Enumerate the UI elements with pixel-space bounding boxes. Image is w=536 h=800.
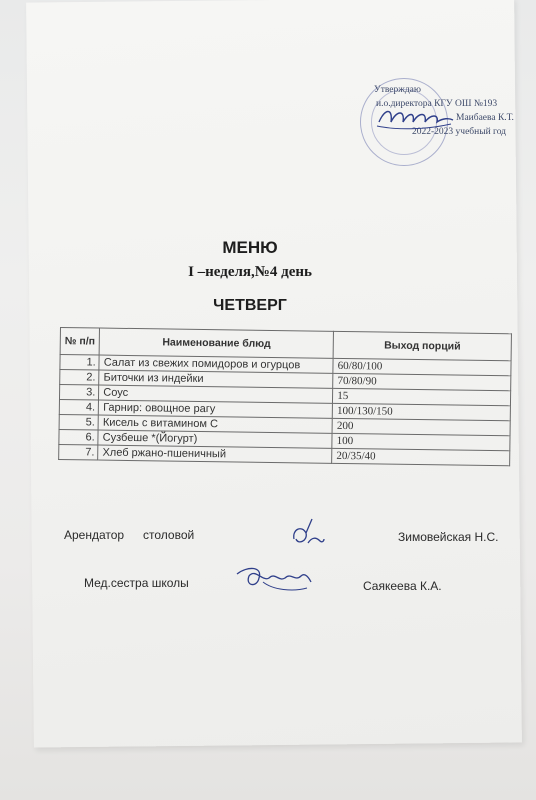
row-dish: Биточки из индейки	[99, 370, 333, 388]
col-num-header: № п/п	[60, 328, 100, 356]
row-num: 4.	[59, 399, 98, 415]
nurse-signature	[233, 560, 313, 596]
col-name-header: Наименование блюд	[99, 328, 333, 358]
row-num: 5.	[59, 414, 98, 430]
row-dish: Хлеб ржано-пшеничный	[98, 445, 332, 463]
nurse-name: Саякеева К.А.	[363, 579, 442, 593]
director-signature	[375, 100, 455, 136]
row-num: 2.	[60, 370, 99, 386]
row-num: 7.	[59, 444, 98, 460]
row-output: 15	[333, 388, 511, 405]
approval-line-4: 2022-2023 учебный год	[412, 127, 507, 137]
row-num: 6.	[59, 429, 98, 445]
row-dish: Сузбеше *(Йогурт)	[98, 430, 332, 448]
tenant-label-2: столовой	[143, 528, 195, 542]
row-dish: Гарнир: овощное рагу	[99, 400, 333, 418]
nurse-label: Мед.сестра школы	[84, 576, 189, 590]
row-output: 70/80/90	[333, 373, 511, 390]
week-subtitle: I –неделя,№4 день	[188, 264, 312, 280]
row-output: 100/130/150	[332, 403, 510, 420]
row-num: 1.	[60, 355, 99, 371]
tenant-name: Зимовейская Н.С.	[398, 530, 499, 544]
row-dish: Салат из свежих помидоров и огурцов	[99, 355, 333, 373]
menu-title: МЕНЮ	[222, 238, 278, 257]
menu-table	[58, 327, 512, 466]
approval-line-1: Утверждаю	[374, 85, 421, 95]
tenant-signature	[288, 515, 328, 549]
approval-line-2: и.о.директора КГУ ОШ №193	[376, 99, 498, 109]
row-output: 100	[332, 433, 510, 450]
tenant-label: Арендатор	[64, 528, 125, 542]
row-dish: Соус	[99, 385, 333, 403]
approval-line-3: Маибаева К.Т.	[456, 113, 514, 123]
day-title: ЧЕТВЕРГ	[213, 297, 287, 314]
row-dish: Кисель с витамином С	[98, 415, 332, 433]
row-output: 20/35/40	[332, 448, 510, 465]
row-output: 60/80/100	[333, 358, 511, 375]
row-num: 3.	[59, 385, 98, 401]
col-output-header: Выход порций	[333, 331, 511, 360]
row-output: 200	[332, 418, 510, 435]
